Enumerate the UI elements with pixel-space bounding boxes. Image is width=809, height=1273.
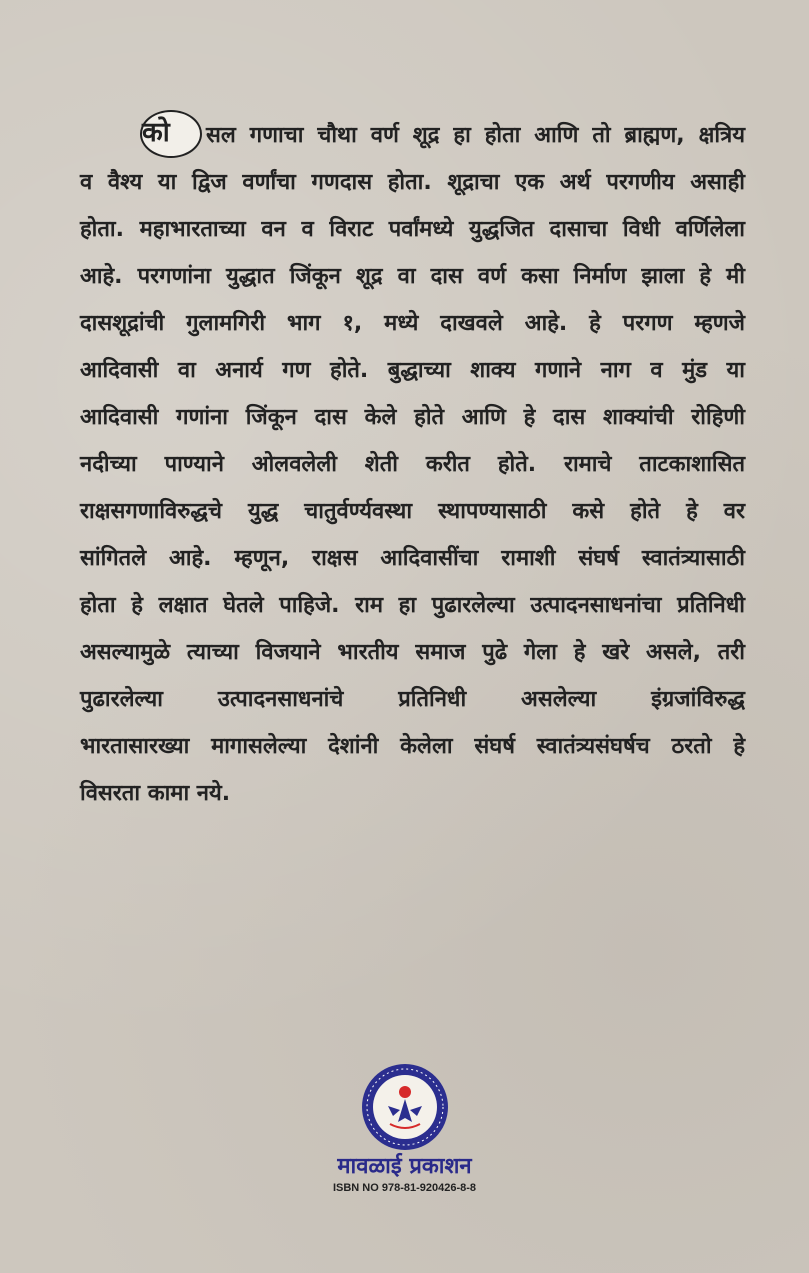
drop-cap: को xyxy=(140,110,202,158)
passage-line-1 xyxy=(80,112,745,159)
passage-line-7: आदिवासी गणांना जिंकून दास केले होते आणि हे दास शाक्यांची रोहिणी xyxy=(80,405,745,430)
passage xyxy=(80,112,745,817)
publisher-logo-icon xyxy=(360,1062,450,1152)
publisher-logo xyxy=(0,1062,809,1156)
passage-line-4: आहे. परगणांना युद्धात जिंकून शूद्र वा दास वर्ण कसा निर्माण झाला हे मी xyxy=(80,264,745,289)
passage-line-2: व वैश्य या द्विज वर्णांचा गणदास होता. शूद्राचा एक अर्थ परगणीय असाही xyxy=(80,170,745,195)
passage-line-text: सल गणाचा चौथा वर्ण शूद्र हा होता आणि तो ब्राह्मण, क्षत्रिय xyxy=(206,123,745,148)
passage-line-13: पुढारलेल्या उत्पादनसाधनांचे प्रतिनिधी असलेल्या इंग्रजांविरुद्ध xyxy=(80,687,745,712)
passage-line-10: सांगितले आहे. म्हणून, राक्षस आदिवासींचा रामाशी संघर्ष स्वातंत्र्यासाठी xyxy=(80,546,745,571)
publisher-name: मावळाई प्रकाशन xyxy=(337,1154,472,1179)
passage-line-6: आदिवासी वा अनार्य गण होते. बुद्धाच्या शाक्य गणाने नाग व मुंड या xyxy=(80,358,745,383)
passage-line-3: होता. महाभारताच्या वन व विराट पर्वांमध्ये युद्धजित दासाचा विधी वर्णिलेला xyxy=(80,217,745,242)
passage-line-5: दासशूद्रांची गुलामगिरी भाग १, मध्ये दाखवले आहे. हे परगण म्हणजे xyxy=(80,311,745,336)
passage-line-11: होता हे लक्षात घेतले पाहिजे. राम हा पुढारलेल्या उत्पादनसाधनांचा प्रतिनिधी xyxy=(80,593,745,618)
passage-line-12: असल्यामुळे त्याच्या विजयाने भारतीय समाज पुढे गेला हे खरे असले, तरी xyxy=(80,640,745,665)
passage-line-14: भारतासारख्या मागासलेल्या देशांनी केलेला संघर्ष स्वातंत्र्यसंघर्षच ठरतो हे xyxy=(80,734,745,759)
passage-line-9: राक्षसगणाविरुद्धचे युद्ध चातुर्वर्ण्यवस्था स्थापण्यासाठी कसे होते हे वर xyxy=(80,499,745,524)
passage-line-8: नदीच्या पाण्याने ओलवलेली शेती करीत होते. रामाचे ताटकाशासित xyxy=(80,452,745,477)
isbn: ISBN NO 978-81-920426-8-8 xyxy=(332,1182,477,1194)
passage-line-15: विसरता कामा नये. xyxy=(80,781,231,806)
